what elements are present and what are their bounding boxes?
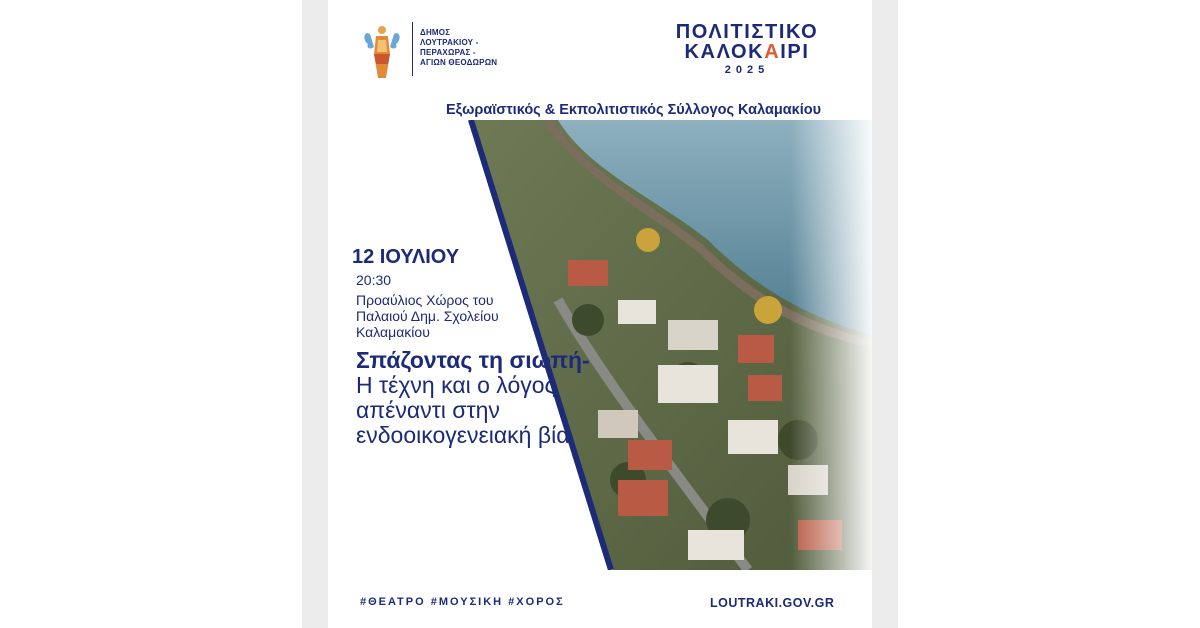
logo-divider — [412, 22, 413, 76]
festival-line-2: ΚΑΛΟΚΑΙΡΙ — [684, 41, 810, 63]
municipality-logo — [362, 20, 542, 82]
website-link[interactable]: LOUTRAKI.GOV.GR — [710, 596, 835, 610]
municipality-name: ΔΗΜΟΣ ΛΟΥΤΡΑΚΙΟΥ - ΠΕΡΑΧΩΡΑΣ - ΑΓΙΩΝ ΘΕΟΔΩΡΩΝ — [420, 28, 498, 67]
festival-logo — [672, 22, 822, 78]
event-time: 20:30 — [356, 272, 392, 288]
event-title: Σπάζοντας τη σιωπή- Η τέχνη και ο λόγος απέναντι στην ενδοοικογενειακή βία — [356, 347, 590, 448]
winged-figure-icon — [362, 20, 402, 80]
right-side-band — [872, 0, 898, 628]
left-side-band — [302, 0, 328, 628]
event-poster — [328, 0, 872, 628]
festival-year: 2025 — [724, 64, 770, 76]
event-venue: Προαύλιος Χώρος του Παλαιού Δημ. Σχολείου Καλαμακίου — [356, 292, 499, 340]
organizer-name: Εξωραϊστικός & Εκπολιτιστικός Σύλλογος Καλαμακίου — [446, 102, 822, 118]
festival-line-1: ΠΟΛΙΤΙΣΤΙΚΟ — [675, 21, 819, 43]
hashtags: #ΘΕΑΤΡΟ #ΜΟΥΣΙΚΗ #ΧΟΡΟΣ — [360, 596, 565, 608]
aerial-photo — [328, 120, 872, 570]
event-date: 12 ΙΟΥΛΙΟΥ — [352, 246, 460, 268]
